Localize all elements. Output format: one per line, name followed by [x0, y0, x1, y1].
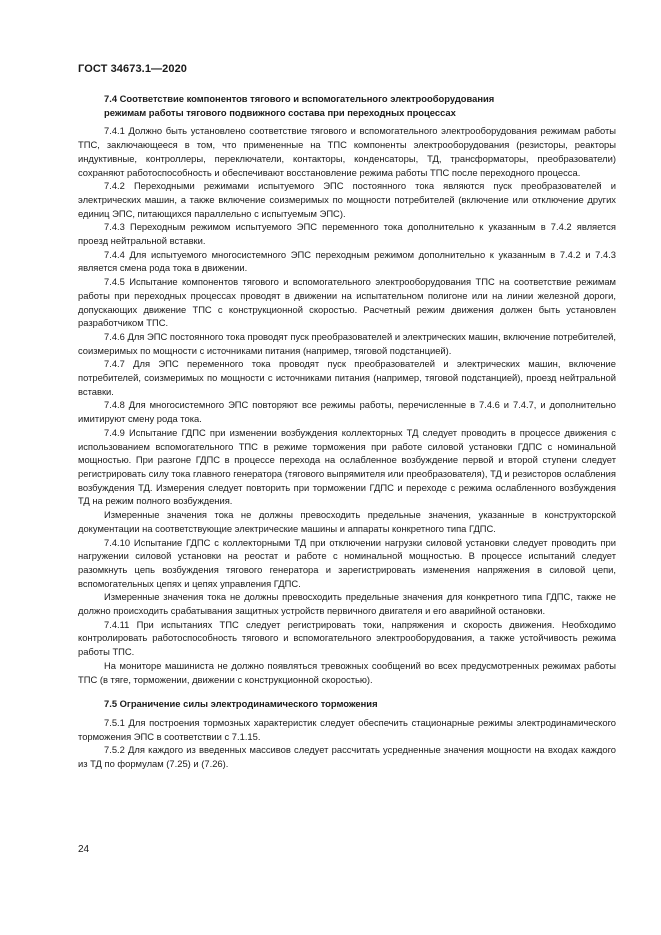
document-header: ГОСТ 34673.1—2020 — [78, 63, 188, 75]
page-number: 24 — [78, 844, 90, 855]
paragraph-7-4-10: 7.4.10 Испытание ГДПС с коллекторными ТД при отключении нагрузки силовой установки следует проводить при нагружении силовой установки на реостат и работе с номинальной мощностью. В процессе испытаний следует разомкнуть цепь возбуждения тягового генератора и зарегистрировать изменения напряжения в силовой цепи, вспомогательных цепях и цепях управления ГДПС. — [78, 536, 616, 589]
paragraph-7-5-2: 7.5.2 Для каждого из введенных массивов следует рассчитать усредненные значения мощности на входах каждого из ТД по формулам (7.25) и (7.26). — [78, 744, 616, 770]
section-title-line-1: 7.5 Ограничение силы электродинамического торможения — [104, 698, 378, 710]
paragraph-7-4-3: 7.4.3 Переходным режимом испытуемого ЭПС переменного тока дополнительно к указанным в 7.4.2 является проезд нейтральной вставки. — [78, 221, 616, 247]
paragraph-7-4-7: 7.4.7 Для ЭПС переменного тока проводят пуск преобразователей и электрических машин, включение потребителей, соизмеримых по мощности с источниками питания (например, тяговой подстанцией), проезд нейтральной вставки. — [78, 358, 616, 397]
section-title-7-4 — [78, 92, 616, 119]
section-title-line-2: режимам работы тягового подвижного состава при переходных процессах — [104, 106, 456, 118]
paragraph-7-4-10-note: Измеренные значения тока не должны превосходить предельные значения для конкретного типа ГДПС, также не должно происходить срабатывания защитных устройств первичного двигателя и его аварийной остановки. — [78, 591, 616, 617]
document-body — [78, 92, 616, 771]
paragraph-7-4-9-note: Измеренные значения тока не должны превосходить предельные значения, указанные в конструкторской документации на соответствующие электрические машины и аппараты конкретного типа ГДПС. — [78, 509, 616, 534]
paragraph-7-5-1: 7.5.1 Для построения тормозных характеристик следует обеспечить стационарные режимы электродинамического торможения ЭПС в соответствии с 7.1.15. — [78, 716, 616, 742]
section-spacer — [78, 686, 616, 697]
section-title-7-5 — [78, 697, 616, 711]
paragraph-7-4-2: 7.4.2 Переходными режимами испытуемого ЭПС постоянного тока являются пуск преобразователей и электрических машин, а также включение соизмеримых по мощности потребителей (включение или отключение других единиц ЭПС, питающихся параллельно с испытуемым ЭПС). — [78, 180, 616, 219]
paragraph-7-4-11: 7.4.11 При испытаниях ТПС следует регистрировать токи, напряжения и скорость движения. Необходимо контролировать работоспособность тягового и вспомогательного электрооборудования, а также устойчивость режима работы ТПС. — [78, 618, 616, 658]
paragraph-7-4-6: 7.4.6 Для ЭПС постоянного тока проводят пуск преобразователей и электрических машин, включение потребителей, соизмеримых по мощности с источниками питания (например, тяговой подстанцией). — [78, 330, 616, 356]
section-title-line-1: 7.4 Соответствие компонентов тягового и вспомогательного электрооборудования — [104, 93, 495, 104]
paragraph-7-4-9: 7.4.9 Испытание ГДПС при изменении возбуждения коллекторных ТД следует проводить в процессе движения с использованием вспомогательного ТПС в режиме торможения при работе силовой установки ГДПС с номинальной мощностью. При разгоне ГДПС в процессе перехода на ослабленное возбуждение первой и второй ступени следует регистрировать силу тока главного генератора (тягового выпрямителя или преобразователя), ТД и резисторов ослабления возбуждения ТД. Измерения следует повторить при торможении ГДПС и переходе с режима ослабленного возбуждения ТД на режим полного возбуждения. — [78, 426, 616, 507]
paragraph-7-4-11-note: На мониторе машиниста не должно появляться тревожных сообщений во всех предусмотренных режимах работы ТПС (в тяге, торможении, движении с конструкционной скоростью). — [78, 659, 616, 685]
paragraph-7-4-4: 7.4.4 Для испытуемого многосистемного ЭПС переходным режимом дополнительно к указанным в 7.4.2 и 7.4.3 является смена рода тока в движении. — [78, 248, 616, 274]
paragraph-7-4-8: 7.4.8 Для многосистемного ЭПС повторяют все режимы работы, перечисленные в 7.4.6 и 7.4.7, и дополнительно имитируют смену рода тока. — [78, 399, 616, 425]
paragraph-7-4-1: 7.4.1 Должно быть установлено соответствие тягового и вспомогательного электрооборудования режимам работы ТПС, заключающееся в том, что примененные на ТПС компоненты электрооборудования (резисторы, реакторы индуктивные, контроллеры, переключатели, контакторы, конденсаторы, ТД, трансформаторы, преобразователи) сохраняют работоспособность и обеспечивают восстановление режима работы ТПС после переходного процесса. — [78, 125, 616, 178]
paragraph-7-4-5: 7.4.5 Испытание компонентов тягового и вспомогательного электрооборудования ТПС на соответствие режимам работы при переходных процессах проводят в движении на испытательном полигоне или на линии железной дороги, допускающих движение ТПС с конструкционной скоростью. Расчетный режим движения должен быть установлен разработчиком ТПС. — [78, 276, 616, 329]
